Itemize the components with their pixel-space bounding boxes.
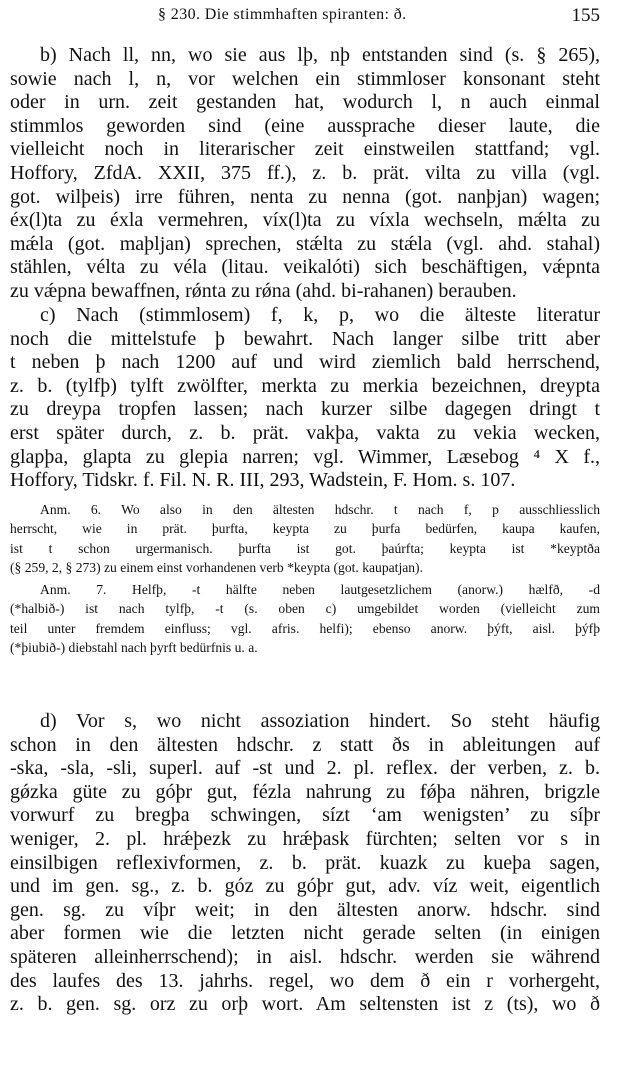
text-line: noch die mittelstufe þ bewahrt. Nach langer silbe tritt aber xyxy=(10,327,600,350)
text-line: éx(l)ta zu éxla vermehren, víx(l)ta zu víxla wechseln, mǽlta zu xyxy=(10,209,600,232)
note-line: teil unter fremdem einfluss; vgl. afris. helfi); ebenso anorw. þýft, aisl. þýfþ xyxy=(10,620,600,636)
text-line: oder in urn. zeit gestanden hat, wodurch l, n auch einmal xyxy=(10,91,600,114)
text-line: und im gen. sg., z. b. góz zu góþr gut, adv. víz weit, eigentlich xyxy=(10,875,600,898)
text-line: c) Nach (stimmlosem) f, k, p, wo die älteste literatur xyxy=(40,304,600,326)
text-line: zu dreypa tropfen lassen; nach kurzer silbe dagegen dringt t xyxy=(10,398,600,421)
text-line: sowie nach l, n, vor welchen ein stimmloser konsonant steht xyxy=(10,67,600,90)
text-line: aber formen wie die letzten nicht gerade selten (in einigen xyxy=(10,922,600,945)
note-line: (§ 259, 2, § 273) zu einem einst vorhandenen verb *keypta (got. kaupatjan). xyxy=(10,560,423,576)
note-line: Anm. 7. Helfþ, -t hälfte neben lautgesetzlichem (anorw.) hælfð, -d xyxy=(40,582,600,597)
text-line: einsilbigen reflexivformen, z. b. prät. kuazk zu kueþa sagen, xyxy=(10,851,600,874)
text-line: gǿzka güte zu góþr gut, fézla nahrung zu fǿþa nähren, brigzle xyxy=(10,780,600,803)
text-line: z. b. gen. sg. orz zu orþ wort. Am seltensten ist z (ts), wo ð xyxy=(10,993,600,1016)
text-line: got. wilþeis) irre führen, nenta zu nenna (got. nanþjan) wagen; xyxy=(10,185,600,208)
running-header xyxy=(10,6,600,30)
note-line: Anm. 6. Wo also in den ältesten hdschr. t nach f, p ausschliesslich xyxy=(40,502,600,517)
text-line: stählen, vélta zu véla (litau. veikalóti) sich beschäftigen, vǽpnta xyxy=(10,256,600,279)
text-line: weniger, 2. pl. hrǽþezk zu hrǽþask fürchten; selten vor s in xyxy=(10,827,600,850)
text-line: erst später durch, z. b. prät. vakþa, vakta zu vekia wecken, xyxy=(10,421,600,444)
text-line: vorwurf zu bregþa schwingen, sízt ‘am wenigsten’ zu síþr xyxy=(10,804,600,827)
text-line: t neben þ nach 1200 auf und wird ziemlich bald herrschend, xyxy=(10,351,600,374)
page-number: 155 xyxy=(571,5,600,26)
text-line: Hoffory, ZfdA. XXII, 375 ff.), z. b. prät. vilta zu villa (vgl. xyxy=(10,161,600,184)
text-line: mǽla (got. maþljan) sprechen, stǽlta zu stǽla (vgl. ahd. stahal) xyxy=(10,232,600,255)
note-anm-6 xyxy=(10,500,600,578)
text-line: glapþa, glapta zu glepia narren; vgl. Wimmer, Læsebog ⁴ X f., xyxy=(10,445,600,468)
text-line: des laufes des 13. jahrhs. regel, wo dem ð ein r vorhergeht, xyxy=(10,969,600,992)
paragraph-b xyxy=(10,44,600,304)
text-line: schon in den ältesten hdschr. z statt ðs in ableitungen auf xyxy=(10,733,600,756)
text-line: vielleicht noch in literarischer zeit einstweilen stattfand; vgl. xyxy=(10,138,600,161)
paragraph-c xyxy=(10,304,600,493)
note-line: ist t schon urgermanisch. þurfta ist got. þaúrfta; keypta ist *keyptða xyxy=(10,540,600,556)
text-line: z. b. (tylfþ) tylft zwölfter, merkta zu merkia bezeichnen, dreypta xyxy=(10,374,600,397)
text-line: b) Nach ll, nn, wo sie aus lþ, nþ entstanden sind (s. § 265), xyxy=(40,44,600,66)
text-line: -ska, -sla, -sli, superl. auf -st und 2. pl. reflex. der verben, z. b. xyxy=(10,757,600,780)
note-line: herrscht, wie in prät. þurfta, keypta zu þurfa bedürfen, kaupa kaufen, xyxy=(10,521,600,537)
paragraph-d xyxy=(10,710,600,1017)
note-anm-7 xyxy=(10,580,600,658)
text-line: gen. sg. zu víþr weit; in den ältesten anorw. hdschr. sind xyxy=(10,898,600,921)
text-line: späteren alleinherrschend); in aisl. hdschr. werden sie während xyxy=(10,945,600,968)
text-line: Hoffory, Tidskr. f. Fil. N. R. III, 293, Wadstein, F. Hom. s. 107. xyxy=(10,469,516,492)
text-line: d) Vor s, wo nicht assoziation hindert. So steht häufig xyxy=(40,710,600,732)
text-line: stimmlos geworden sind (eine aussprache dieser laute, die xyxy=(10,114,600,137)
note-line: (*halbið-) ist nach tylfþ, -t (s. oben c) umgebildet worden (vielleicht zum xyxy=(10,601,600,617)
text-line: zu vǽpna bewaffnen, rǿnta zu rǿna (ahd. bi-rahanen) berauben. xyxy=(10,279,517,302)
section-title: § 230. Die stimmhaften spiranten: ð. xyxy=(158,6,407,23)
book-page xyxy=(10,0,600,1070)
note-line: (*þiubið-) diebstahl nach þyrft bedürfnis u. a. xyxy=(10,640,258,656)
